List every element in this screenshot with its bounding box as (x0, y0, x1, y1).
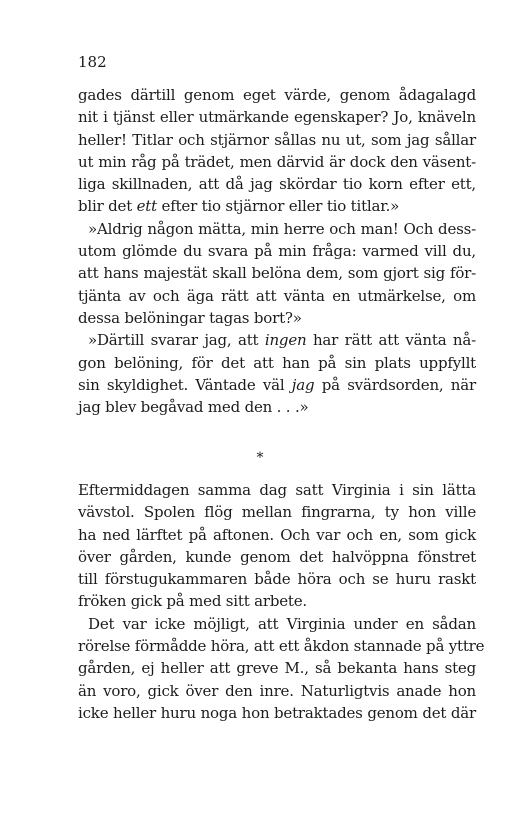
text-line: till förstugukammaren både höra och se huru raskt (78, 570, 476, 589)
italic-emphasis: ingen (264, 331, 307, 350)
text-line: Det var icke möjligt, att Virginia under en sådan (88, 614, 476, 633)
text-line: vävstol. Spolen flög mellan fingrarna, ty hon ville (78, 503, 476, 522)
text-line: heller! Titlar och stjärnor sållas nu ut, som jag sållar (78, 130, 476, 149)
text-line: dessa belöningar tagas bort?» (78, 308, 302, 327)
text-run: »Därtill svarar jag, att (88, 331, 265, 350)
paragraph-block-dialogue (78, 84, 476, 418)
section-separator: * (256, 450, 264, 466)
text-run: på svärdsorden, när (314, 375, 476, 394)
text-line: gades därtill genom eget värde, genom ådagalagd (78, 86, 476, 104)
text-line: Eftermiddagen samma dag satt Virginia i sin lätta (78, 481, 476, 499)
page-number: 182 (78, 53, 107, 71)
italic-emphasis: ett (136, 197, 157, 216)
text-run: sin skyldighet. Väntade väl (78, 375, 292, 394)
text-line: att hans majestät skall belöna dem, som gjort sig för- (78, 264, 476, 283)
italic-emphasis: jag (291, 375, 315, 394)
text-run: har rätt att vänta nå- (306, 331, 477, 350)
text-line: över gården, kunde genom det halvöppna fönstret (78, 547, 476, 566)
text-line (78, 374, 476, 396)
text-run: blir det (78, 197, 137, 216)
text-line: ut min råg på trädet, men därvid är dock den väsent- (78, 152, 476, 171)
text-line: fröken gick på med sitt arbete. (78, 592, 307, 611)
text-line: gården, ej heller att greve M., så bekanta hans steg (78, 659, 476, 678)
text-line (78, 195, 476, 217)
text-line: tjänta av och äga rätt att vänta en utmärkelse, om (78, 286, 476, 305)
text-line: rörelse förmådde höra, att ett åkdon stannade på yttre (78, 637, 485, 656)
text-line: gon belöning, för det att han på sin plats uppfyllt (78, 353, 476, 372)
text-line: utom glömde du svara på min fråga: varmed vill du, (78, 242, 476, 261)
text-line: än voro, gick över den inre. Naturligtvis anade hon (78, 681, 476, 700)
text-run: efter tio stjärnor eller tio titlar.» (156, 197, 400, 216)
text-line: ha ned lärftet på aftonen. Och var och en, som gick (78, 525, 476, 544)
text-line: nit i tjänst eller utmärkande egenskaper? Jo, knäveln (78, 108, 476, 127)
text-line: icke heller huru noga hon betraktades genom det där (78, 703, 476, 722)
text-line (78, 329, 476, 351)
text-line: jag blev begåvad med den . . .» (78, 398, 309, 417)
text-line: liga skillnaden, att då jag skördar tio korn efter ett, (78, 175, 476, 194)
text-line: »Aldrig någon mätta, min herre och man! Och dess- (88, 219, 476, 238)
paragraph-block-narrative (78, 479, 485, 724)
